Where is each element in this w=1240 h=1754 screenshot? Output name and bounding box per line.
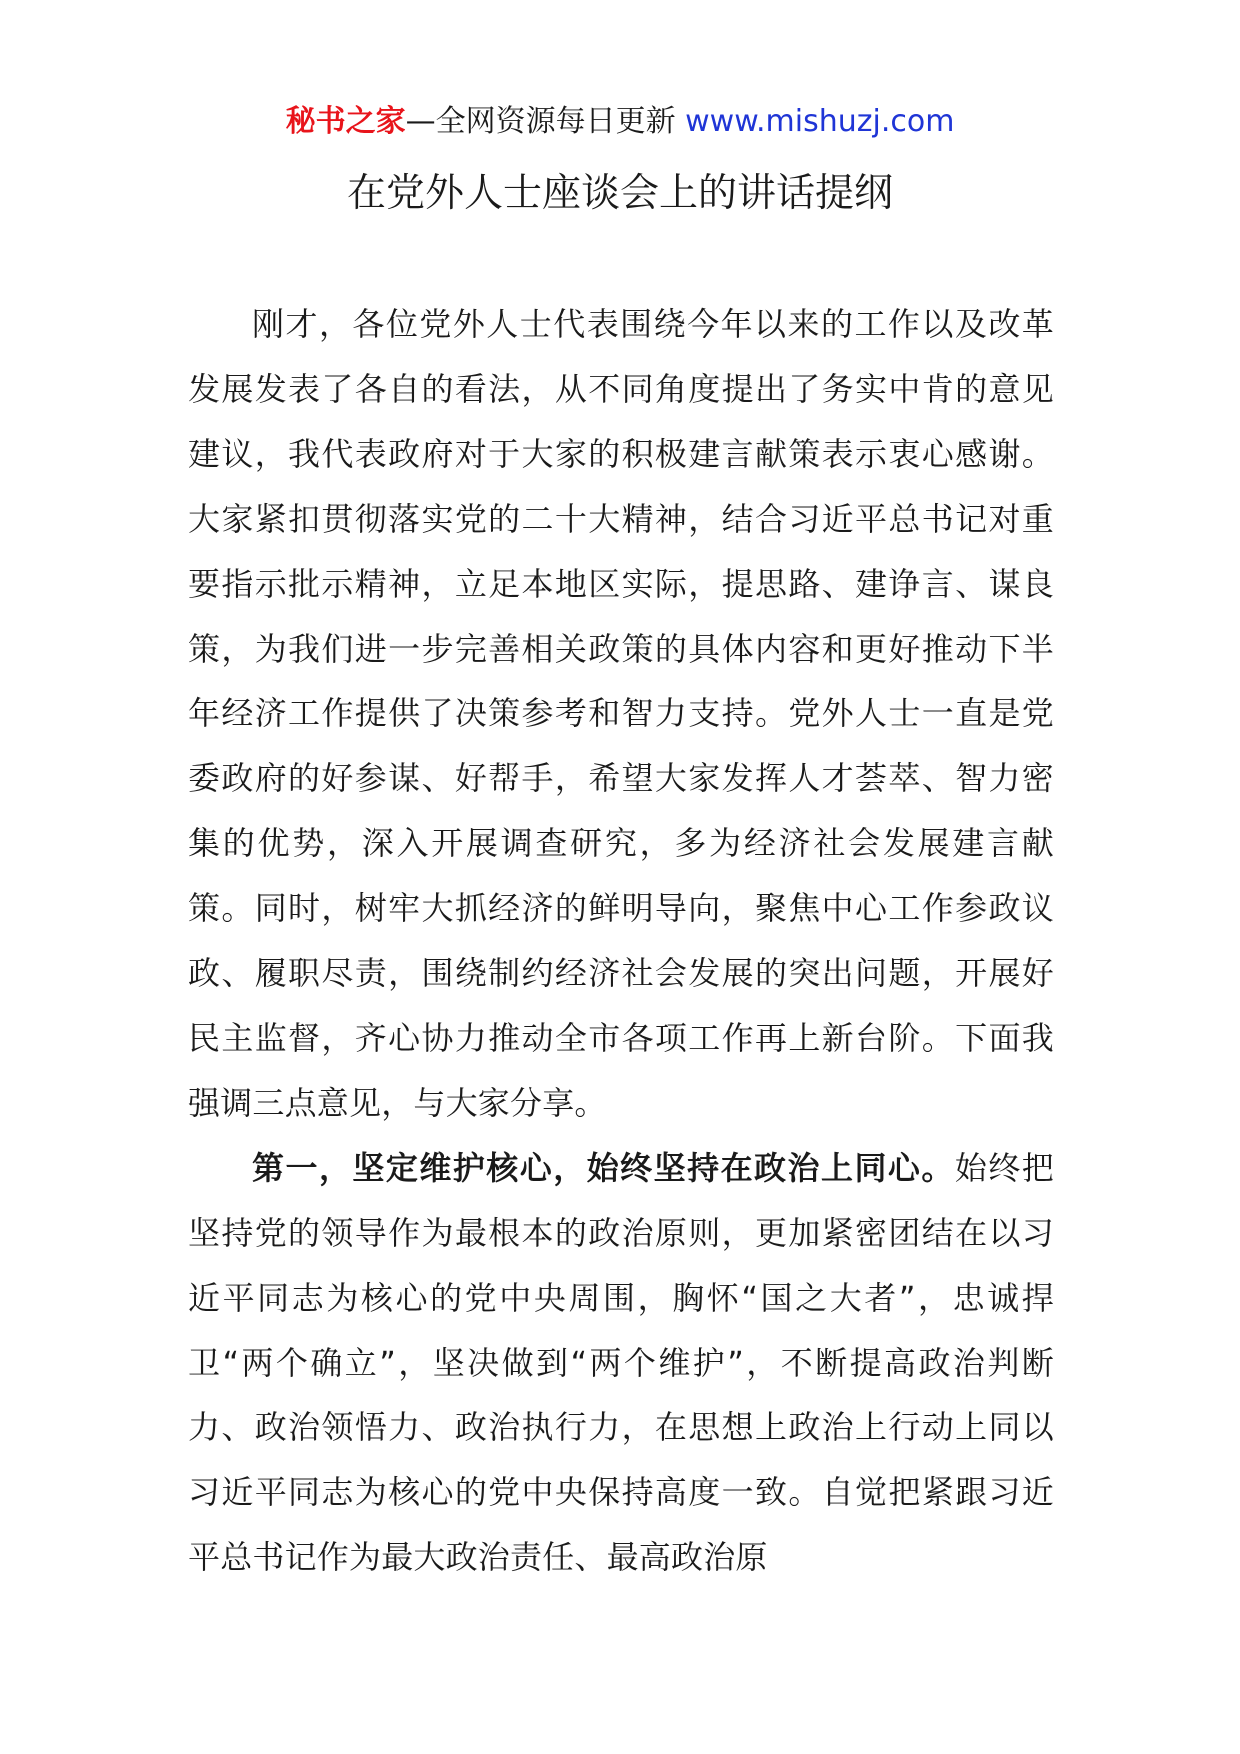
paragraph-point-one bbox=[188, 1136, 1054, 1590]
paragraph-text: 刚才，各位党外人士代表围绕今年以来的工作以及改革发展发表了各自的看法，从不同角度提出了务实中肯的意见建议，我代表政府对于大家的积极建言献策表示衷心感谢。大家紧扣贯彻落实党的二十大精神，结合习近平总书记对重要指示批示精神，立足本地区实际，提思路、建诤言、谋良策，为我们进一步完善相关政策的具体内容和更好推动下半年经济工作提供了决策参考和智力支持。党外人士一直是党委政府的好参谋、好帮手，希望大家发挥人才荟萃、智力密集的优势，深入开展调查研究，多为经济社会发展建言献策。同时，树牢大抓经济的鲜明导向，聚焦中心工作参政议政、履职尽责，围绕制约经济社会发展的突出问题，开展好民主监督，齐心协力推动全市各项工作再上新台阶。下面我强调三点意见，与大家分享。 bbox=[188, 305, 1054, 1122]
paragraph-text: 始终把坚持党的领导作为最根本的政治原则，更加紧密团结在以习近平同志为核心的党中央周围，胸怀“国之大者”，忠诚捍卫“两个确立”，坚决做到“两个维护”，不断提高政治判断力、政治领悟力、政治执行力，在思想上政治上行动上同以习近平同志为核心的党中央保持高度一致。自觉把紧跟习近平总书记作为最大政治责任、最高政治原 bbox=[188, 1148, 1054, 1577]
site-header bbox=[0, 100, 1240, 144]
brand-name: 秘书之家 bbox=[285, 104, 406, 139]
paragraph-intro bbox=[188, 292, 1054, 1136]
document-body bbox=[188, 292, 1054, 1590]
site-tagline: —全网资源每日更新 bbox=[405, 104, 686, 139]
document-title: 在党外人士座谈会上的讲话提纲 bbox=[346, 171, 893, 216]
paragraph-lead: 第一，坚定维护核心，始终坚持在政治上同心。 bbox=[252, 1148, 955, 1187]
site-url-link[interactable]: www.mishuzj.com bbox=[685, 104, 955, 139]
